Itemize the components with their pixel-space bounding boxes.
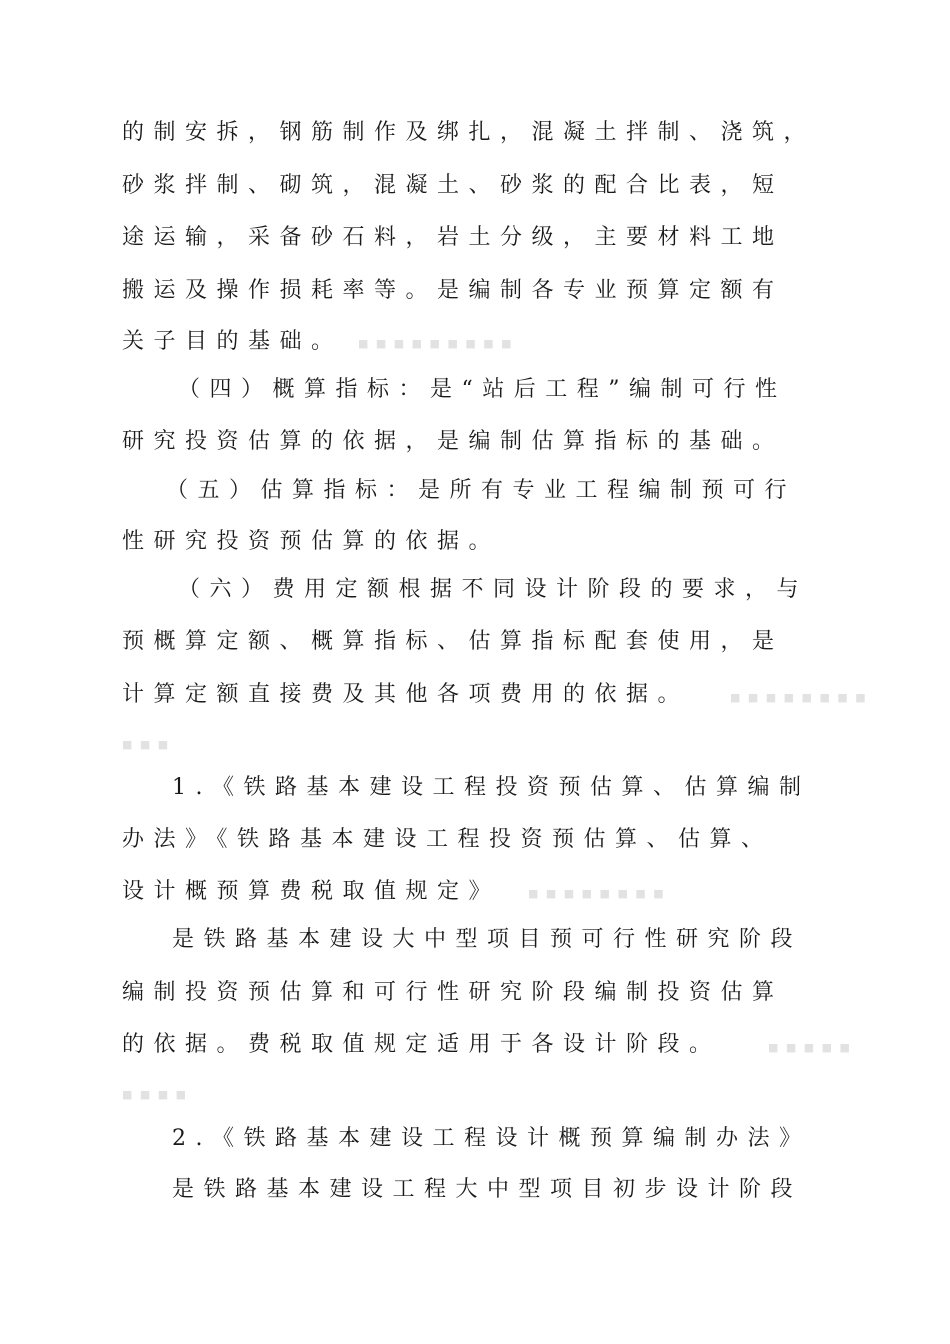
- text-line: 砂浆拌制、砌筑，混凝土、砂浆的配合比表，短: [122, 173, 784, 198]
- faint-watermark-text: ■ ■ ■: [122, 738, 171, 751]
- text-line: 是铁路基本建设工程大中型项目初步设计阶段: [172, 1177, 803, 1202]
- text-line: 2.《铁路基本建设工程设计概预算编制办法》: [172, 1126, 811, 1151]
- text-line: 计算定额直接费及其他各项费用的依据。: [122, 682, 690, 707]
- text-line: （六）费用定额根据不同设计阶段的要求，与: [178, 577, 809, 602]
- text-line: 性研究投资预估算的依据。: [122, 529, 501, 554]
- faint-watermark-text: ■ ■ ■ ■ ■ ■ ■ ■: [528, 887, 666, 900]
- faint-watermark-text: ■ ■ ■ ■ ■: [768, 1041, 852, 1054]
- text-line: 1.《铁路基本建设工程投资预估算、估算编制: [172, 775, 811, 800]
- text-line: 的制安拆，钢筋制作及绑扎，混凝土拌制、浇筑，: [122, 120, 816, 145]
- text-line: 关子目的基础。: [122, 329, 343, 354]
- text-line: 的依据。费税取值规定适用于各设计阶段。: [122, 1032, 721, 1057]
- text-line: 设计概预算费税取值规定》: [122, 879, 501, 904]
- text-line: 编制投资预估算和可行性研究阶段编制投资估算: [122, 980, 784, 1005]
- text-line: 途运输，采备砂石料，岩土分级，主要材料工地: [122, 225, 784, 250]
- faint-watermark-text: ■ ■ ■ ■: [122, 1088, 189, 1101]
- text-line: （四）概算指标：是“站后工程”编制可行性: [178, 377, 787, 402]
- text-line: 是铁路基本建设大中型项目预可行性研究阶段: [172, 927, 803, 952]
- text-line: （五）估算指标：是所有专业工程编制预可行: [166, 478, 797, 503]
- faint-watermark-text: ■ ■ ■ ■ ■ ■ ■ ■ ■: [358, 337, 514, 350]
- faint-watermark-text: ■ ■ ■ ■ ■ ■ ■ ■: [730, 691, 868, 704]
- text-line: 研究投资估算的依据，是编制估算指标的基础。: [122, 429, 784, 454]
- text-line: 预概算定额、概算指标、估算指标配套使用，是: [122, 629, 784, 654]
- text-line: 搬运及操作损耗率等。是编制各专业预算定额有: [122, 278, 784, 303]
- text-line: 办法》《铁路基本建设工程投资预估算、估算、: [122, 827, 773, 852]
